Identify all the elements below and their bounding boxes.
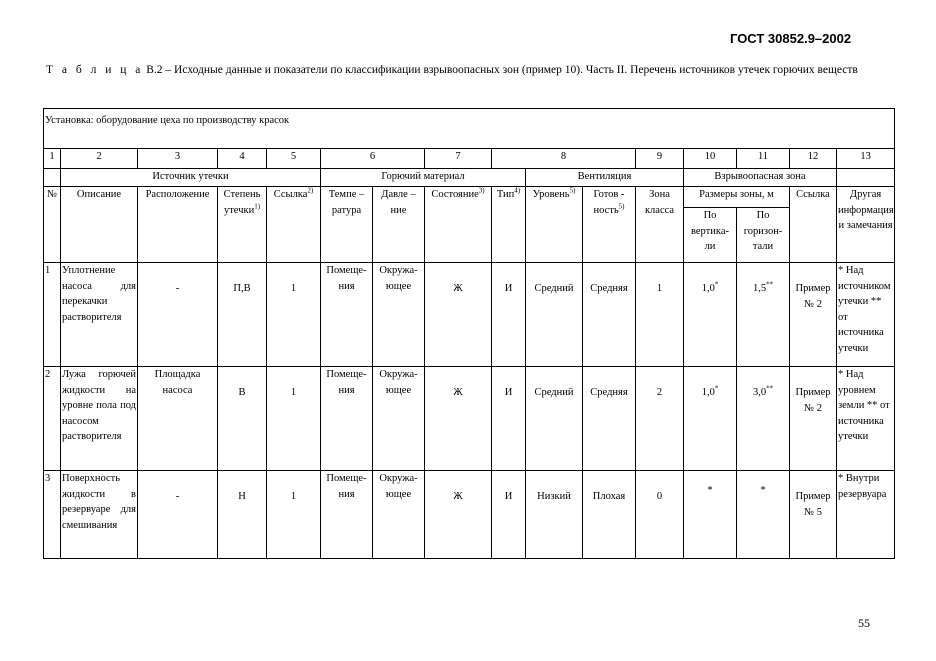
header-no: №	[44, 187, 61, 263]
row-other: * Над уровнем земли ** от источника утечки	[837, 367, 895, 471]
row-zone-class: 2	[636, 367, 684, 471]
row-level: Средний	[526, 367, 583, 471]
header-pressure: Давле – ние	[373, 187, 425, 263]
col-num: 8	[492, 149, 636, 169]
col-num: 9	[636, 149, 684, 169]
group-ventilation: Вентиляция	[526, 169, 684, 187]
row-other: * Внутри резервуара	[837, 471, 895, 559]
header-description: Описание	[61, 187, 138, 263]
row-type: И	[492, 367, 526, 471]
row-reference: 1	[267, 471, 321, 559]
row-availability: Средняя	[583, 367, 636, 471]
header-row	[44, 187, 895, 208]
table-row	[44, 471, 895, 559]
col-num: 6	[321, 149, 425, 169]
row-availability: Плохая	[583, 471, 636, 559]
row-description: Поверхность жидкости в резервуаре для смешивания	[61, 471, 138, 559]
header-other: Другая информация и замечания	[837, 187, 895, 263]
installation-row: Установка: оборудование цеха по производству красок	[44, 109, 895, 149]
row-degree: Н	[218, 471, 267, 559]
row-type: И	[492, 263, 526, 367]
row-no: 2	[44, 367, 61, 471]
group-zone: Взрывоопасная зона	[684, 169, 837, 187]
col-num: 2	[61, 149, 138, 169]
row-temperature: Помеще- ния	[321, 471, 373, 559]
col-num: 3	[138, 149, 218, 169]
row-description: Лужа горючей жидкости на уровне пола под насосом растворителя	[61, 367, 138, 471]
row-pressure: Окружа- ющее	[373, 367, 425, 471]
row-location: Площадка насоса	[138, 367, 218, 471]
row-no: 1	[44, 263, 61, 367]
header-degree: Степень утечки$^{1)}$	[218, 187, 267, 263]
row-state: Ж	[425, 263, 492, 367]
row-horizontal: 1,5**	[737, 263, 790, 367]
col-num: 1	[44, 149, 61, 169]
table-caption	[46, 63, 866, 77]
group-header-row	[44, 169, 895, 187]
row-degree: П,В	[218, 263, 267, 367]
col-num: 5	[267, 149, 321, 169]
row-temperature: Помеще- ния	[321, 367, 373, 471]
group-source: Источник утечки	[61, 169, 321, 187]
row-link: Пример № 5	[790, 471, 837, 559]
row-level: Средний	[526, 263, 583, 367]
header-zone-sizes: Размеры зоны, м	[684, 187, 790, 208]
table-row	[44, 367, 895, 471]
row-other: * Над источником утечки ** от источника утечки	[837, 263, 895, 367]
header-location: Расположение	[138, 187, 218, 263]
row-vertical: *	[684, 471, 737, 559]
column-number-row	[44, 149, 895, 169]
row-horizontal: 3,0**	[737, 367, 790, 471]
row-location: -	[138, 263, 218, 367]
row-pressure: Окружа- ющее	[373, 471, 425, 559]
row-no: 3	[44, 471, 61, 559]
col-num: 7	[425, 149, 492, 169]
header-availability: Готов - ность$^{5)}$	[583, 187, 636, 263]
col-num: 11	[737, 149, 790, 169]
row-pressure: Окружа- ющее	[373, 263, 425, 367]
row-state: Ж	[425, 367, 492, 471]
row-location: -	[138, 471, 218, 559]
row-zone-class: 1	[636, 263, 684, 367]
row-link: Пример № 2	[790, 263, 837, 367]
col-num: 12	[790, 149, 837, 169]
header-horizontal: По горизон- тали	[737, 208, 790, 263]
row-degree: В	[218, 367, 267, 471]
row-vertical: 1,0*	[684, 367, 737, 471]
row-link: Пример № 2	[790, 367, 837, 471]
header-reference: Ссылка$^{2)}$	[267, 187, 321, 263]
table-row	[44, 263, 895, 367]
row-state: Ж	[425, 471, 492, 559]
caption-text: В.2 – Исходные данные и показатели по классификации взрывоопасных зон (пример 10). Часть II. Перечень источников утечек горючих веществ	[143, 64, 858, 76]
header-vertical: По вертика- ли	[684, 208, 737, 263]
group-material: Горючий материал	[321, 169, 526, 187]
standard-id: ГОСТ 30852.9–2002	[730, 31, 852, 46]
row-temperature: Помеще- ния	[321, 263, 373, 367]
row-type: И	[492, 471, 526, 559]
header-temperature: Темпе – ратура	[321, 187, 373, 263]
row-vertical: 1,0*	[684, 263, 737, 367]
row-availability: Средняя	[583, 263, 636, 367]
header-state: Состояние$^{3)}$	[425, 187, 492, 263]
row-level: Низкий	[526, 471, 583, 559]
classification-table	[43, 108, 895, 559]
caption-prefix: Т а б л и ц а	[46, 64, 144, 76]
row-zone-class: 0	[636, 471, 684, 559]
header-level: Уровень$^{5)}$	[526, 187, 583, 263]
header-type: Тип$^{4)}$	[492, 187, 526, 263]
row-reference: 1	[267, 263, 321, 367]
row-description: Уплотнение насоса для перекачки растворителя	[61, 263, 138, 367]
col-num: 10	[684, 149, 737, 169]
header-zone-class: Зона класса	[636, 187, 684, 263]
row-horizontal: *	[737, 471, 790, 559]
row-reference: 1	[267, 367, 321, 471]
header-link: Ссылка	[790, 187, 837, 263]
col-num: 13	[837, 149, 895, 169]
page-number: 55	[858, 616, 870, 630]
col-num: 4	[218, 149, 267, 169]
